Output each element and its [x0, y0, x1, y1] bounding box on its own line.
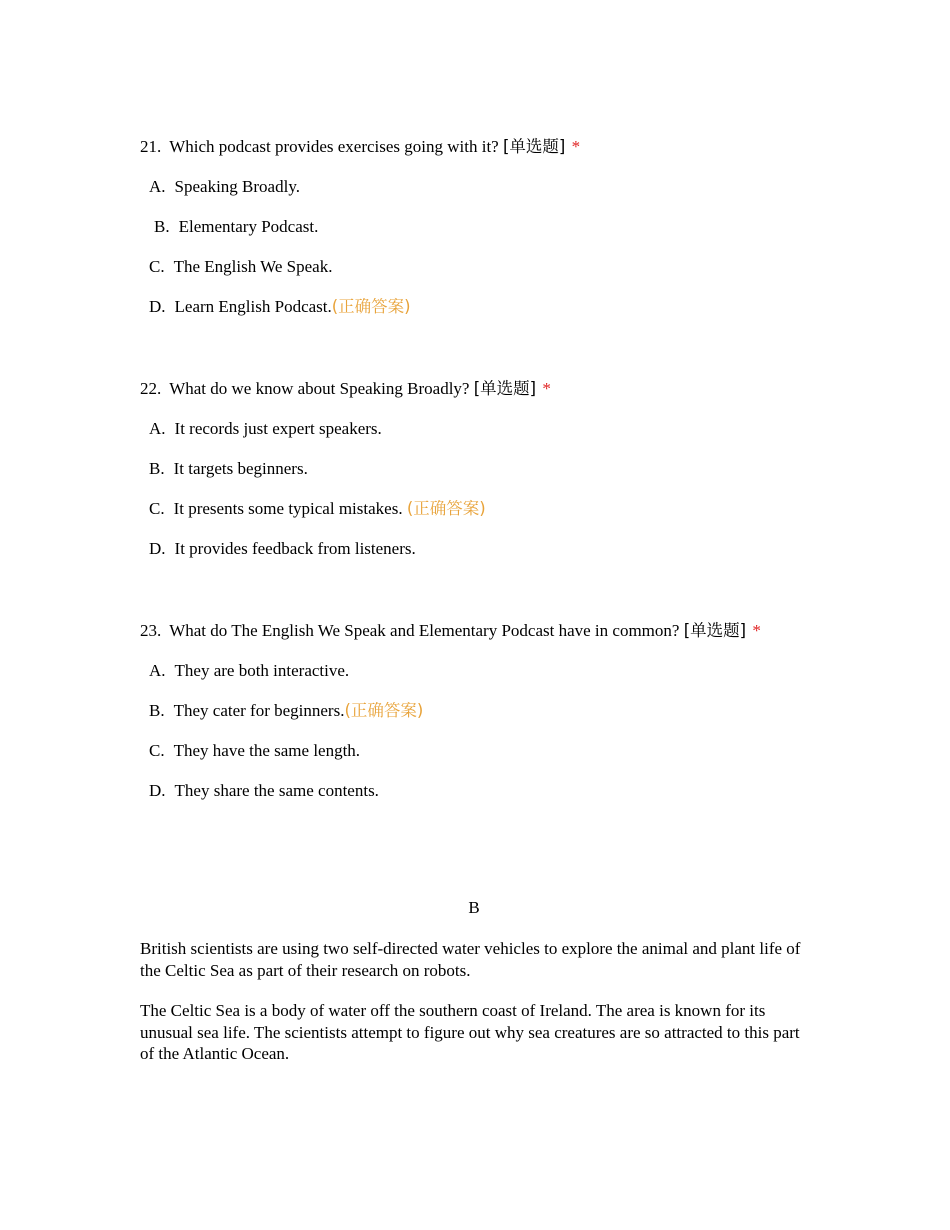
- option-letter: D.: [149, 539, 166, 558]
- question-number: 23.: [140, 621, 162, 640]
- option-list: [140, 174, 808, 334]
- option-text: They cater for beginners.: [173, 701, 345, 720]
- question-text: [140, 370, 808, 407]
- option-text: Learn English Podcast.: [174, 297, 332, 316]
- required-star: *: [571, 137, 581, 156]
- option-b[interactable]: [140, 456, 808, 496]
- option-b[interactable]: [140, 214, 808, 254]
- option-a[interactable]: [140, 658, 800, 698]
- option-text: The English We Speak.: [173, 257, 333, 276]
- option-c[interactable]: [140, 496, 808, 536]
- option-letter: D.: [149, 297, 166, 316]
- option-letter: C.: [149, 257, 165, 276]
- question-number: 21.: [140, 137, 162, 156]
- option-list: [140, 416, 808, 576]
- passage-paragraph-1: British scientists are using two self-directed water vehicles to explore the animal and plant life of the Celtic Sea as part of their research on robots.: [140, 939, 801, 980]
- option-letter: C.: [149, 741, 165, 760]
- option-a[interactable]: [140, 416, 808, 456]
- question-prompt: What do we know about Speaking Broadly?: [169, 379, 470, 398]
- question-type: [单选题]: [502, 137, 566, 156]
- option-c[interactable]: [140, 738, 800, 778]
- passage-paragraph-2: The Celtic Sea is a body of water off the southern coast of Ireland. The area is known for its unusual sea life. The scientists attempt to figure out why sea creatures are so attracted to this part of the Atlantic Ocean.: [140, 1001, 800, 1063]
- option-d[interactable]: [140, 778, 800, 818]
- question-prompt: What do The English We Speak and Elementary Podcast have in common?: [169, 621, 680, 640]
- option-letter: A.: [149, 419, 166, 438]
- question-22: [140, 370, 808, 576]
- option-text: It records just expert speakers.: [174, 419, 382, 438]
- option-letter: A.: [149, 177, 166, 196]
- question-number: 22.: [140, 379, 162, 398]
- correct-answer-mark: (正确答案): [344, 701, 424, 720]
- required-star: *: [542, 379, 551, 398]
- option-letter: B.: [149, 701, 165, 720]
- option-list: [140, 658, 800, 818]
- question-type: [单选题]: [473, 379, 537, 398]
- option-letter: B.: [149, 459, 165, 478]
- option-text: It presents some typical mistakes.: [173, 499, 407, 518]
- option-b[interactable]: [140, 698, 800, 738]
- question-text: [140, 128, 808, 165]
- required-star: *: [752, 621, 761, 640]
- option-c[interactable]: [140, 254, 808, 294]
- question-prompt: Which podcast provides exercises going with it?: [169, 137, 499, 156]
- option-letter: C.: [149, 499, 165, 518]
- option-text: They have the same length.: [173, 741, 361, 760]
- section-heading: B: [468, 898, 480, 917]
- correct-answer-mark: (正确答案): [331, 297, 411, 316]
- option-letter: D.: [149, 781, 166, 800]
- question-21: [140, 128, 808, 334]
- correct-answer-mark: (正确答案): [406, 499, 486, 518]
- option-text: They are both interactive.: [174, 661, 350, 680]
- option-text: It targets beginners.: [173, 459, 308, 478]
- option-text: Speaking Broadly.: [174, 177, 300, 196]
- question-23: [140, 612, 800, 818]
- option-text: It provides feedback from listeners.: [174, 539, 416, 558]
- question-text: [140, 612, 800, 649]
- option-d[interactable]: [140, 536, 808, 576]
- option-text: Elementary Podcast.: [178, 217, 319, 236]
- option-letter: B.: [154, 217, 170, 236]
- option-a[interactable]: [140, 174, 808, 214]
- option-d[interactable]: [140, 294, 808, 334]
- question-type: [单选题]: [683, 621, 747, 640]
- option-text: They share the same contents.: [174, 781, 379, 800]
- option-letter: A.: [149, 661, 166, 680]
